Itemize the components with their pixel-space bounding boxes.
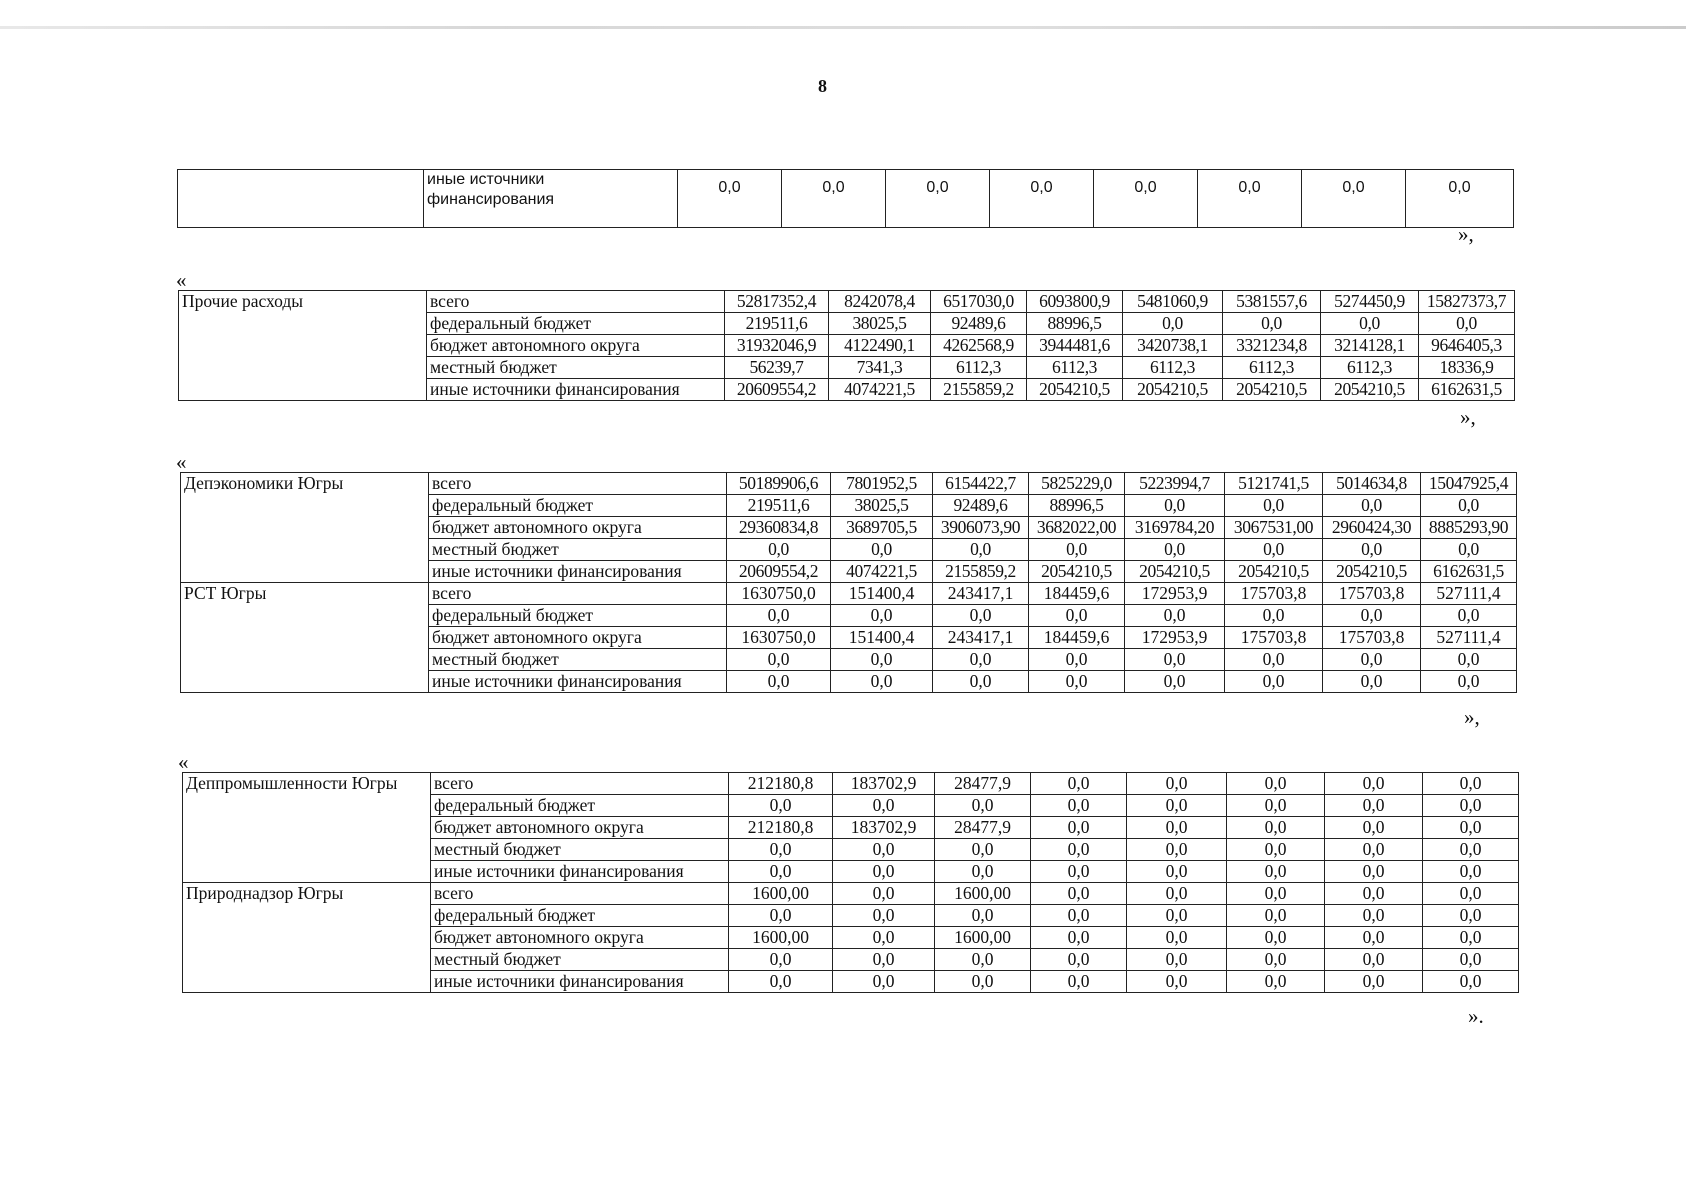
value-cell: 0,0 [1406,170,1514,228]
value-cell: 0,0 [729,905,833,927]
source-label: иные источники финансирования [431,861,729,883]
value-cell: 3906073,90 [933,517,1029,539]
value-cell: 0,0 [1423,883,1519,905]
source-label: всего [429,583,727,605]
value-cell: 0,0 [1421,539,1517,561]
page-number: 8 [818,76,827,96]
value-cell: 0,0 [833,949,935,971]
table-row [178,170,1514,228]
value-cell: 0,0 [886,170,990,228]
value-cell: 0,0 [1325,927,1423,949]
value-cell: 2155859,2 [931,379,1027,401]
value-cell: 0,0 [1225,671,1323,693]
value-cell: 0,0 [1225,649,1323,671]
value-cell: 7341,3 [829,357,931,379]
value-cell: 6517030,0 [931,291,1027,313]
value-cell: 50189906,6 [727,473,831,495]
value-cell: 0,0 [1325,883,1423,905]
closing-quote: », [1464,705,1480,729]
value-cell: 0,0 [1127,839,1227,861]
value-cell: 0,0 [933,671,1029,693]
value-cell: 0,0 [1421,671,1517,693]
value-cell: 0,0 [1325,971,1423,993]
empty-name-cell [178,170,424,228]
value-cell: 38025,5 [829,313,931,335]
source-label: бюджет автономного округа [431,817,729,839]
value-cell: 88996,5 [1029,495,1125,517]
value-cell: 0,0 [833,927,935,949]
value-cell: 0,0 [1227,839,1325,861]
value-cell: 172953,9 [1125,627,1225,649]
value-cell: 5825229,0 [1029,473,1125,495]
value-cell: 0,0 [1127,773,1227,795]
value-cell: 28477,9 [935,817,1031,839]
value-cell: 0,0 [935,949,1031,971]
value-cell: 0,0 [933,649,1029,671]
source-label: федеральный бюджет [429,605,727,627]
value-cell: 5014634,8 [1323,473,1421,495]
value-cell: 0,0 [1127,817,1227,839]
value-cell: 6112,3 [1123,357,1223,379]
value-cell: 1600,00 [729,927,833,949]
value-cell: 0,0 [1323,495,1421,517]
value-cell: 0,0 [1423,905,1519,927]
source-label: бюджет автономного округа [431,927,729,949]
value-cell: 243417,1 [933,583,1029,605]
value-cell: 0,0 [1325,817,1423,839]
value-cell: 0,0 [831,649,933,671]
value-cell: 0,0 [1031,971,1127,993]
depprom-rows [183,773,1519,883]
section-name: Депэкономики Югры [181,473,429,583]
value-cell: 5223994,7 [1125,473,1225,495]
value-cell: 0,0 [1421,649,1517,671]
value-cell: 3214128,1 [1321,335,1419,357]
value-cell: 0,0 [1423,949,1519,971]
value-cell: 0,0 [1419,313,1515,335]
value-cell: 184459,6 [1029,583,1125,605]
value-cell: 0,0 [935,905,1031,927]
source-label: местный бюджет [431,949,729,971]
value-cell: 0,0 [935,971,1031,993]
value-cell: 0,0 [833,971,935,993]
value-cell: 15827373,7 [1419,291,1515,313]
value-cell: 0,0 [833,839,935,861]
value-cell: 0,0 [1031,927,1127,949]
value-cell: 0,0 [935,839,1031,861]
value-cell: 0,0 [1227,905,1325,927]
value-cell: 0,0 [1325,773,1423,795]
value-cell: 0,0 [933,605,1029,627]
value-cell: 183702,9 [833,773,935,795]
value-cell: 3169784,20 [1125,517,1225,539]
value-cell: 15047925,4 [1421,473,1517,495]
source-label: иные источники финансирования [431,971,729,993]
value-cell: 0,0 [1031,795,1127,817]
value-cell: 52817352,4 [725,291,829,313]
value-cell: 6162631,5 [1419,379,1515,401]
value-cell: 92489,6 [933,495,1029,517]
value-cell: 0,0 [1325,839,1423,861]
value-cell: 175703,8 [1225,583,1323,605]
value-cell: 5274450,9 [1321,291,1419,313]
value-cell: 6162631,5 [1421,561,1517,583]
value-cell: 0,0 [727,671,831,693]
value-cell: 28477,9 [935,773,1031,795]
value-cell: 0,0 [935,795,1031,817]
value-cell: 0,0 [1302,170,1406,228]
value-cell: 88996,5 [1027,313,1123,335]
value-cell: 212180,8 [729,817,833,839]
opening-quote: « [176,268,187,292]
value-cell: 0,0 [727,605,831,627]
source-label: иные источники финансирования [429,561,727,583]
value-cell: 0,0 [729,949,833,971]
value-cell: 0,0 [833,861,935,883]
source-label: бюджет автономного округа [429,517,727,539]
budget-table-depprom-prirodnadzor [182,772,1519,993]
value-cell: 0,0 [1225,605,1323,627]
value-cell: 6093800,9 [1027,291,1123,313]
budget-table-depeconomics-rst [180,472,1517,693]
value-cell: 1630750,0 [727,583,831,605]
value-cell: 3420738,1 [1123,335,1223,357]
value-cell: 6112,3 [1027,357,1123,379]
value-cell: 0,0 [1423,773,1519,795]
value-cell: 0,0 [990,170,1094,228]
value-cell: 0,0 [729,795,833,817]
value-cell: 20609554,2 [725,379,829,401]
source-label: бюджет автономного округа [427,335,725,357]
value-cell: 0,0 [1227,795,1325,817]
value-cell: 2054210,5 [1123,379,1223,401]
source-label: федеральный бюджет [431,795,729,817]
value-cell: 0,0 [782,170,886,228]
value-cell: 0,0 [1094,170,1198,228]
value-cell: 18336,9 [1419,357,1515,379]
table-row [183,883,1519,905]
value-cell: 2054210,5 [1225,561,1323,583]
value-cell: 5481060,9 [1123,291,1223,313]
value-cell: 2054210,5 [1029,561,1125,583]
value-cell: 4262568,9 [931,335,1027,357]
value-cell: 0,0 [1125,649,1225,671]
value-cell: 2054210,5 [1223,379,1321,401]
value-cell: 2155859,2 [933,561,1029,583]
value-cell: 0,0 [1227,883,1325,905]
table-row [183,773,1519,795]
value-cell: 0,0 [1029,539,1125,561]
source-label: бюджет автономного округа [429,627,727,649]
scan-artifact-line [0,26,1686,29]
rst-rows [181,583,1517,693]
value-cell: 0,0 [831,539,933,561]
value-cell: 0,0 [1127,861,1227,883]
value-cell: 1600,00 [935,883,1031,905]
value-cell: 0,0 [1323,671,1421,693]
value-cell: 0,0 [1227,817,1325,839]
value-cell: 1600,00 [729,883,833,905]
value-cell: 0,0 [1127,949,1227,971]
value-cell: 2054210,5 [1321,379,1419,401]
value-cell: 0,0 [1223,313,1321,335]
value-cell: 0,0 [729,971,833,993]
value-cell: 9646405,3 [1419,335,1515,357]
value-cell: 2054210,5 [1125,561,1225,583]
value-cell: 3682022,00 [1029,517,1125,539]
source-label: местный бюджет [427,357,725,379]
value-cell: 0,0 [1031,949,1127,971]
value-cell: 175703,8 [1323,627,1421,649]
section-name: Деппромышленности Югры [183,773,431,883]
value-cell: 2054210,5 [1027,379,1123,401]
value-cell: 0,0 [727,539,831,561]
value-cell: 0,0 [1031,839,1127,861]
value-cell: 0,0 [1127,971,1227,993]
value-cell: 6112,3 [1321,357,1419,379]
value-cell: 0,0 [1029,649,1125,671]
value-cell: 0,0 [1423,861,1519,883]
value-cell: 0,0 [729,839,833,861]
value-cell: 3067531,00 [1225,517,1323,539]
value-cell: 0,0 [1325,905,1423,927]
prirodnadzor-rows [183,883,1519,993]
value-cell: 0,0 [1125,605,1225,627]
value-cell: 1600,00 [935,927,1031,949]
value-cell: 1630750,0 [727,627,831,649]
value-cell: 0,0 [1127,883,1227,905]
value-cell: 0,0 [833,905,935,927]
value-cell: 8242078,4 [829,291,931,313]
value-cell: 183702,9 [833,817,935,839]
opening-quote: « [178,750,189,774]
value-cell: 0,0 [729,861,833,883]
value-cell: 175703,8 [1225,627,1323,649]
value-cell: 0,0 [831,605,933,627]
value-cell: 0,0 [727,649,831,671]
value-cell: 0,0 [1127,927,1227,949]
opening-quote: « [176,450,187,474]
value-cell: 0,0 [1423,817,1519,839]
source-label: местный бюджет [429,649,727,671]
value-cell: 0,0 [1031,773,1127,795]
value-cell: 0,0 [1321,313,1419,335]
value-cell: 219511,6 [727,495,831,517]
section-name: РСТ Югры [181,583,429,693]
value-cell: 4074221,5 [831,561,933,583]
value-cell: 0,0 [1198,170,1302,228]
source-label: всего [429,473,727,495]
value-cell: 0,0 [1125,495,1225,517]
value-cell: 6154422,7 [933,473,1029,495]
value-cell: 0,0 [678,170,782,228]
table-row [181,473,1517,495]
source-label: иные источники финансирования [424,170,678,228]
value-cell: 0,0 [1031,817,1127,839]
value-cell: 527111,4 [1421,583,1517,605]
value-cell: 0,0 [1125,539,1225,561]
source-label: федеральный бюджет [429,495,727,517]
value-cell: 20609554,2 [727,561,831,583]
value-cell: 0,0 [1031,905,1127,927]
source-label: иные источники финансирования [429,671,727,693]
source-label: федеральный бюджет [427,313,725,335]
value-cell: 0,0 [1225,495,1323,517]
value-cell: 172953,9 [1125,583,1225,605]
value-cell: 0,0 [1225,539,1323,561]
source-label: иные источники финансирования [427,379,725,401]
continuation-table [177,169,1514,228]
value-cell: 0,0 [1031,861,1127,883]
value-cell: 6112,3 [931,357,1027,379]
value-cell: 0,0 [1127,905,1227,927]
value-cell: 7801952,5 [831,473,933,495]
value-cell: 0,0 [1227,949,1325,971]
value-cell: 151400,4 [831,627,933,649]
value-cell: 0,0 [1421,495,1517,517]
value-cell: 29360834,8 [727,517,831,539]
value-cell: 0,0 [1325,861,1423,883]
value-cell: 0,0 [833,795,935,817]
value-cell: 175703,8 [1323,583,1421,605]
closing-quote: ». [1468,1004,1484,1028]
value-cell: 0,0 [831,671,933,693]
source-label: всего [431,883,729,905]
value-cell: 0,0 [1323,605,1421,627]
value-cell: 0,0 [1423,971,1519,993]
value-cell: 0,0 [1227,927,1325,949]
value-cell: 0,0 [1325,795,1423,817]
value-cell: 0,0 [1323,649,1421,671]
value-cell: 0,0 [1227,773,1325,795]
value-cell: 0,0 [1031,883,1127,905]
value-cell: 0,0 [1423,927,1519,949]
value-cell: 0,0 [1125,671,1225,693]
value-cell: 3689705,5 [831,517,933,539]
value-cell: 0,0 [1029,605,1125,627]
value-cell: 527111,4 [1421,627,1517,649]
value-cell: 0,0 [1323,539,1421,561]
value-cell: 3321234,8 [1223,335,1321,357]
value-cell: 0,0 [935,861,1031,883]
value-cell: 3944481,6 [1027,335,1123,357]
value-cell: 4122490,1 [829,335,931,357]
value-cell: 0,0 [833,883,935,905]
other-expenses-rows [179,291,1515,401]
value-cell: 4074221,5 [829,379,931,401]
value-cell: 0,0 [1421,605,1517,627]
value-cell: 219511,6 [725,313,829,335]
closing-quote: », [1458,222,1474,246]
source-label: всего [431,773,729,795]
value-cell: 0,0 [1423,839,1519,861]
value-cell: 8885293,90 [1421,517,1517,539]
source-label: местный бюджет [431,839,729,861]
value-cell: 6112,3 [1223,357,1321,379]
source-label: федеральный бюджет [431,905,729,927]
closing-quote: », [1460,405,1476,429]
value-cell: 0,0 [1123,313,1223,335]
value-cell: 0,0 [933,539,1029,561]
table-row [181,583,1517,605]
value-cell: 212180,8 [729,773,833,795]
value-cell: 151400,4 [831,583,933,605]
value-cell: 92489,6 [931,313,1027,335]
value-cell: 243417,1 [933,627,1029,649]
value-cell: 2960424,30 [1323,517,1421,539]
value-cell: 0,0 [1325,949,1423,971]
table-row [179,291,1515,313]
value-cell: 0,0 [1127,795,1227,817]
value-cell: 0,0 [1029,671,1125,693]
source-label: местный бюджет [429,539,727,561]
budget-table-other-expenses [178,290,1515,401]
value-cell: 5381557,6 [1223,291,1321,313]
section-name: Прочие расходы [179,291,427,401]
value-cell: 31932046,9 [725,335,829,357]
value-cell: 0,0 [1423,795,1519,817]
value-cell: 5121741,5 [1225,473,1323,495]
depeconomics-rows [181,473,1517,583]
value-cell: 56239,7 [725,357,829,379]
value-cell: 0,0 [1227,861,1325,883]
section-name: Природнадзор Югры [183,883,431,993]
value-cell: 2054210,5 [1323,561,1421,583]
value-cell: 38025,5 [831,495,933,517]
value-cell: 0,0 [1227,971,1325,993]
value-cell: 184459,6 [1029,627,1125,649]
source-label: всего [427,291,725,313]
